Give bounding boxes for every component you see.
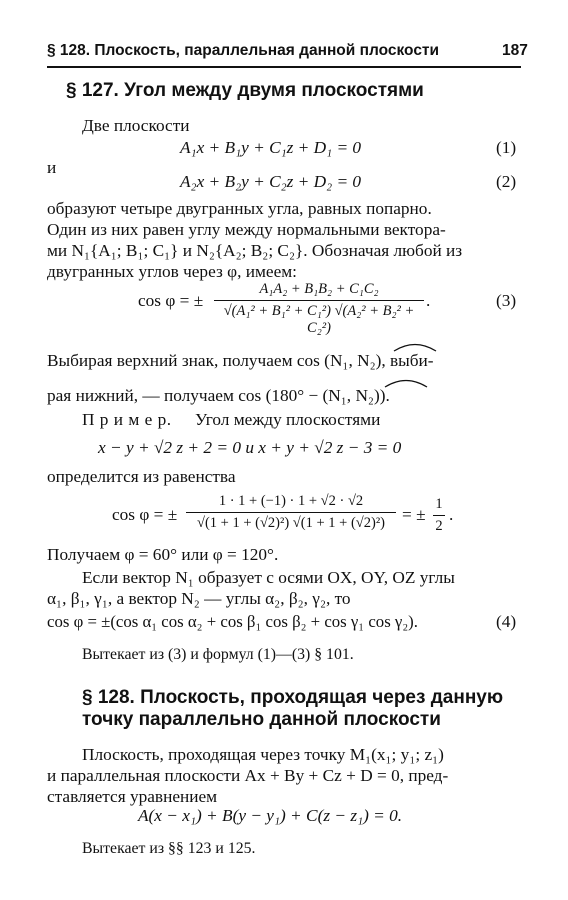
equation-3-lhs: cos φ = ± (138, 291, 204, 310)
section-128-heading: § 128. Плоскость, проходящая через данную (82, 687, 504, 708)
paragraph-line: и параллельная плоскости Ax + By + Cz + D = 0, пред- (47, 766, 449, 785)
one-half-numerator: 1 (435, 496, 443, 512)
example-fraction-lhs: cos φ = ± (112, 505, 178, 524)
paragraph-line: образуют четыре двугранных угла, равных попарно. (47, 199, 432, 218)
section-128-heading-continued: точку параллельно данной плоскости (82, 709, 441, 730)
example-denominator: √(1 + 1 + (√2)²) √(1 + 1 + (√2)²) (197, 515, 385, 531)
paragraph-line: ми N₁{A₁; B₁; C₁} и N₂{A₂; B₂; C₂}. Обозначая любой из (47, 241, 463, 260)
paragraph-line: Если вектор N₁ образует с осями OX, OY, OZ углы (82, 568, 455, 587)
intro-text: Две плоскости (82, 116, 190, 135)
paragraph-line: ставляется уравнением (47, 787, 218, 806)
running-header-title: § 128. Плоскость, параллельная данной плоскости (47, 42, 440, 59)
equation-1: A₁x + B₁y + C₁z + D₁ = 0 (180, 138, 362, 157)
example-numerator: 1 · 1 + (−1) · 1 + √2 · √2 (218, 493, 364, 509)
derivation-note: Вытекает из (3) и формул (1)—(3) § 101. (82, 646, 354, 663)
equation-1-number: (1) (496, 138, 517, 157)
page-number: 187 (502, 42, 528, 59)
derivation-note: Вытекает из §§ 123 и 125. (82, 840, 256, 857)
equation-3-dot: . (426, 291, 431, 310)
conjunction-and: и (47, 158, 57, 177)
paragraph-line: определится из равенства (47, 467, 236, 486)
section-127-heading: § 127. Угол между двумя плоскостями (66, 80, 424, 101)
paragraph-line: α₁, β₁, γ₁, а вектор N₂ — углы α₂, β₂, γ₂, то (47, 589, 351, 608)
equation-3-fraction (214, 281, 424, 337)
equation-3-number: (3) (496, 291, 517, 310)
equation-3-numerator: A₁A₂ + B₁B₂ + C₁C₂ (259, 281, 379, 297)
equation-3-denominator: √(A₁² + B₁² + C₁²) √(A₂² + B₂² + C₂²) (223, 303, 415, 336)
one-half-fraction (433, 496, 445, 535)
header-rule (47, 66, 521, 68)
paragraph-line: рая нижний, — получаем cos (180° − (N₁, N₂)). (47, 386, 390, 405)
example-equations: x − y + √2 z + 2 = 0 и x + y + √2 z − 3 = 0 (98, 438, 402, 457)
fraction-bar (433, 515, 445, 516)
one-half-denominator: 2 (435, 518, 443, 534)
example-rhs: = ± (402, 505, 426, 524)
example-dot: . (449, 505, 454, 524)
fraction-bar (186, 512, 396, 513)
fraction-bar (214, 300, 424, 301)
equation-4-number: (4) (496, 612, 517, 631)
paragraph-line: Плоскость, проходящая через точку M₁(x₁; y₁; z₁) (82, 745, 444, 764)
plane-equation: A(x − x₁) + B(y − y₁) + C(z − z₁) = 0. (138, 806, 403, 825)
equation-2: A₂x + B₂y + C₂z + D₂ = 0 (180, 172, 362, 191)
paragraph-line: двугранных углов через φ, имеем: (47, 262, 297, 281)
equation-4: cos φ = ±(cos α₁ cos α₂ + cos β₁ cos β₂ + cos γ₁ cos γ₂). (47, 612, 418, 631)
equation-2-number: (2) (496, 172, 517, 191)
example-label: П р и м е р. (82, 410, 172, 429)
example-fraction (186, 493, 396, 532)
example-text: Угол между плоскостями (195, 410, 381, 429)
result-line: Получаем φ = 60° или φ = 120°. (47, 545, 279, 564)
angle-arc-icon (383, 376, 429, 388)
paragraph-line: Выбирая верхний знак, получаем cos (N₁, N₂), выби- (47, 351, 434, 370)
paragraph-line: Один из них равен углу между нормальными вектора- (47, 220, 446, 239)
